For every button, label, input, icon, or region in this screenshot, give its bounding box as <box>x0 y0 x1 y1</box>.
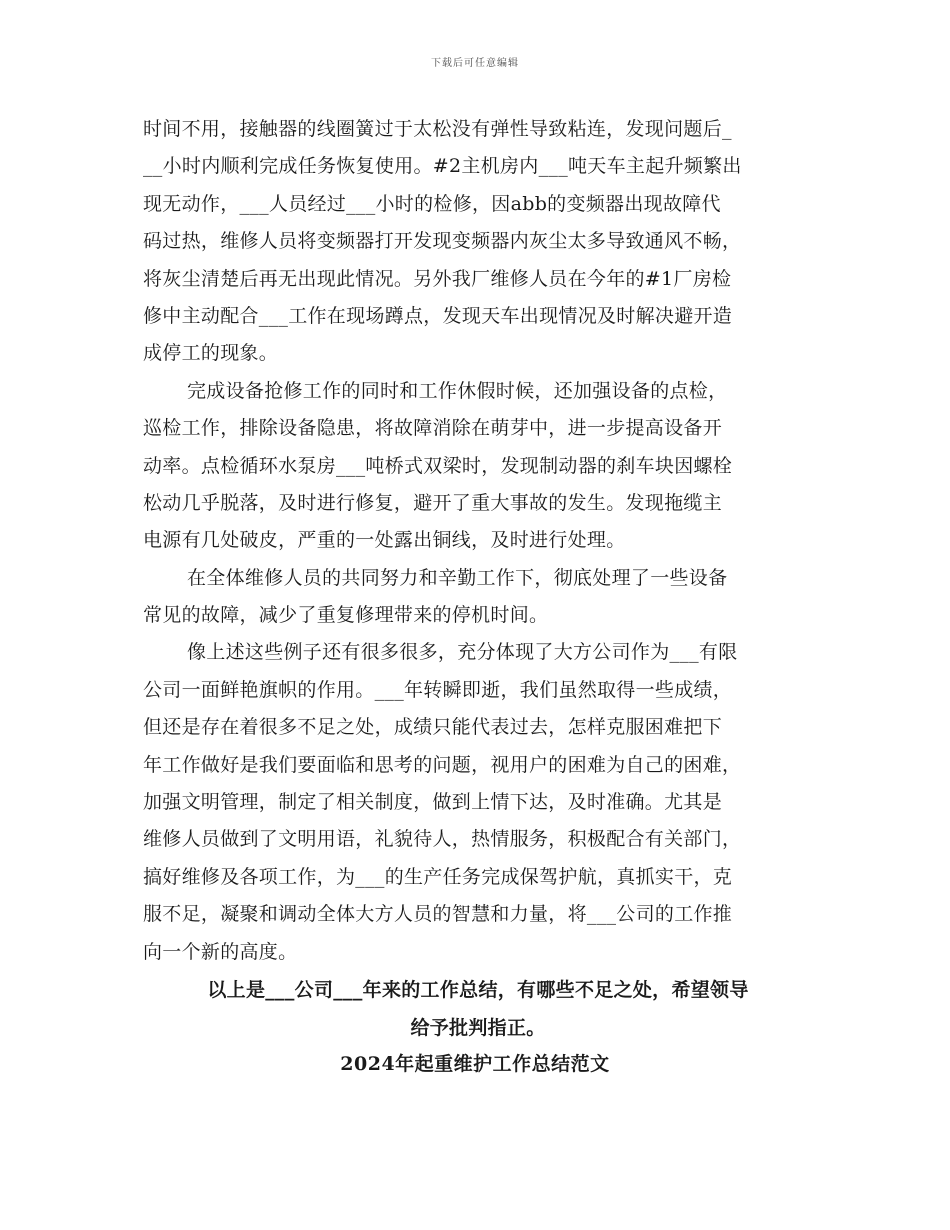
text-line: 完成设备抢修工作的同时和工作休假时候，还加强设备的点检， <box>187 379 728 402</box>
next-section-title: 2024年起重维护工作总结范文 <box>340 1053 610 1075</box>
text-line: 搞好维修及各项工作，为___的生产任务完成保驾护航，真抓实干，克 <box>143 865 733 888</box>
closing-line: 给予批判指正。 <box>410 1016 546 1039</box>
text-line: 维修人员做到了文明用语，礼貌待人，热情服务，积极配合有关部门， <box>143 828 742 851</box>
text-line: 成停工的现象。 <box>143 342 279 365</box>
text-line: 加强文明管理，制定了相关制度，做到上情下达，及时准确。尤其是 <box>143 791 723 814</box>
page-header-note: 下载后可任意编辑 <box>431 58 519 69</box>
text-line: 码过热，维修人员将变频器打开发现变频器内灰尘太多导致通风不畅， <box>143 230 742 253</box>
paragraph-4 <box>143 634 813 971</box>
paragraph-1 <box>143 111 813 373</box>
paragraph-2 <box>143 373 813 560</box>
text-line: 服不足，凝聚和调动全体大方人员的智慧和力量，将___公司的工作推 <box>143 903 733 926</box>
text-line: 动率。点检循环水泵房___吨桥式双梁时，发现制动器的刹车块因螺栓 <box>143 454 733 477</box>
text-line: 常见的故障，减少了重复修理带来的停机时间。 <box>143 604 549 627</box>
text-line: 在全体维修人员的共同努力和辛勤工作下，彻底处理了一些设备 <box>187 566 728 589</box>
text-line: __小时内顺利完成任务恢复使用。#2主机房内___吨天车主起升频繁出 <box>143 155 742 178</box>
text-line: 向一个新的高度。 <box>143 940 298 963</box>
text-line: 松动几乎脱落，及时进行修复，避开了重大事故的发生。发现拖缆主 <box>143 491 723 514</box>
text-line: 像上述这些例子还有很多很多，充分体现了大方公司作为___有限 <box>187 641 738 664</box>
text-line: 巡检工作，排除设备隐患，将故障消除在萌芽中，进一步提高设备开 <box>143 417 723 440</box>
text-line: 时间不用，接触器的线圈簧过于太松没有弹性导致粘连，发现问题后_ <box>143 118 732 140</box>
text-line: 公司一面鲜艳旗帜的作用。___年转瞬即逝，我们虽然取得一些成绩， <box>143 678 733 701</box>
text-line: 但还是存在着很多不足之处，成绩只能代表过去，怎样克服困难把下 <box>143 716 723 739</box>
text-line: 将灰尘清楚后再无出现此情况。另外我厂维修人员在今年的#1厂房检 <box>143 267 732 290</box>
closing-line: 以上是___公司___年来的工作总结，有哪些不足之处，希望领导 <box>207 978 749 1001</box>
paragraph-3 <box>143 560 813 635</box>
closing-statement <box>143 971 813 1047</box>
text-line: 年工作做好是我们要面临和思考的问题，视用户的困难为自己的困难， <box>143 753 742 776</box>
text-line: 现无动作，___人员经过___小时的检修，因abb的变频器出现故障代 <box>143 192 721 215</box>
text-line: 电源有几处破皮，严重的一处露出铜线，及时进行处理。 <box>143 529 626 552</box>
text-line: 修中主动配合___工作在现场蹲点，发现天车出现情况及时解决避开造 <box>143 304 733 327</box>
document-body <box>143 111 813 1047</box>
